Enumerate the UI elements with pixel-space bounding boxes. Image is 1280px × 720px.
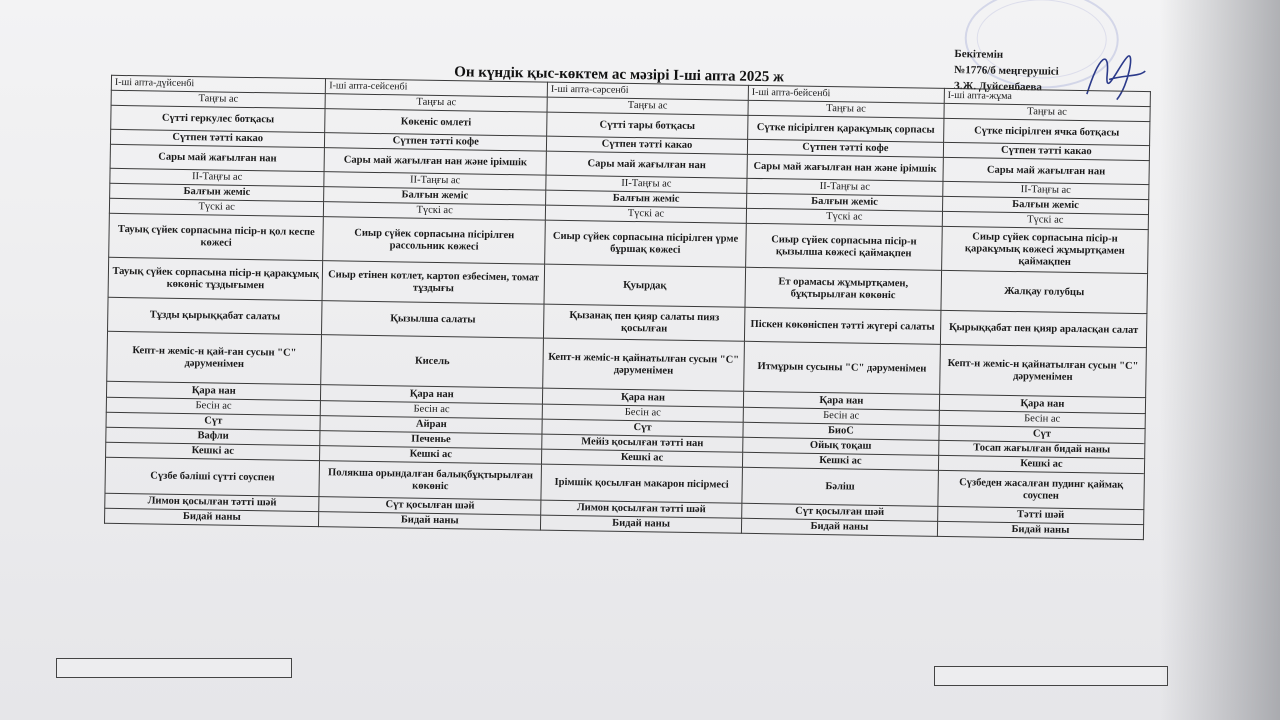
page-title: Он күндік қыс-көктем ас мәзірі I-ші апта 2025 ж (454, 64, 785, 86)
header-wednesday: I-ші апта-сәрсенбі (547, 82, 748, 100)
menu-cell: Бидай наны (105, 508, 320, 526)
photo-shadow (1160, 0, 1280, 720)
menu-cell: Сүт қосылған шәй (742, 503, 938, 521)
menu-cell: Сүт (542, 419, 743, 437)
menu-cell: Сиыр сүйек сорпасына пісірілген рассольник көжесі (323, 217, 545, 264)
menu-cell: Кешкі ас (938, 455, 1144, 473)
menu-cell: Сары май жағылған нан (110, 144, 325, 171)
header-monday: I-ші апта-дүйсенбі (111, 75, 326, 93)
menu-cell: Сүт (939, 425, 1145, 443)
menu-cell: Қырыққабат пен қияр араласқан салат (940, 310, 1147, 347)
menu-cell: Кешкі ас (742, 452, 938, 470)
menu-body (105, 90, 1151, 539)
menu-cell: Қуырдақ (544, 264, 746, 307)
menu-cell: Сүтке пісірілген қаракұмық сорпасы (748, 115, 944, 142)
menu-cell: Қызылша салаты (322, 301, 544, 338)
footer-box-left (56, 658, 292, 678)
menu-cell: Сүтке пісірілген ячка ботқасы (943, 118, 1150, 145)
menu-cell: Балғын жеміс (324, 187, 546, 205)
menu-cell: Сүтпен тәтті кофе (325, 133, 547, 151)
menu-cell: Сүт (106, 412, 321, 430)
menu-cell: Сары май жағылған нан (943, 157, 1150, 184)
menu-cell: Сиыр етінен котлет, картоп езбесімен, томат тұздығы (322, 261, 544, 304)
menu-cell: Түскі ас (746, 208, 942, 226)
menu-cell: Сүзбе бәліші сүтті соуспен (105, 457, 320, 496)
menu-cell: Кешкі ас (320, 446, 542, 464)
menu-cell: Сүтті тары ботқасы (547, 112, 748, 139)
menu-cell: Мейіз қосылған тәтті нан (542, 434, 743, 452)
menu-cell: Сүтпен тәтті кофе (747, 139, 943, 157)
menu-cell: Сиыр сүйек сорпасына пісірілген үрме бұршақ көжесі (545, 220, 747, 267)
menu-cell: Сүтті геркулес ботқасы (111, 105, 326, 132)
menu-cell: Тұзды қырыққабат салаты (108, 297, 323, 334)
menu-cell: Бидай наны (319, 512, 541, 530)
menu-cell: Айран (320, 416, 542, 434)
menu-cell: Таңғы ас (748, 100, 944, 118)
menu-cell: Сары май жағылған нан және ірімшік (324, 148, 546, 175)
menu-cell: Балғын жеміс (942, 196, 1148, 214)
menu-cell: Балғын жеміс (546, 190, 747, 208)
menu-cell: Таңғы ас (547, 97, 748, 115)
menu-cell: Тәтті шәй (937, 506, 1143, 524)
menu-cell: Бәліш (742, 467, 938, 506)
menu-cell: Таңғы ас (325, 94, 547, 112)
menu-cell: Итмұрын сусыны "С" дәруменімен (744, 341, 941, 394)
menu-cell: Бесін ас (939, 410, 1145, 428)
menu-cell: Түскі ас (324, 202, 546, 220)
menu-cell: Сиыр сүйек сорпасына пісір-н қаракұмық көжесі жұмыртқамен қаймақпен (941, 226, 1148, 273)
menu-cell: Түскі ас (942, 211, 1148, 229)
header-tuesday: I-ші апта-сейсенбі (326, 79, 548, 97)
menu-cell: Вафли (106, 427, 321, 445)
menu-cell: Қара нан (743, 391, 939, 410)
menu-cell: Бесін ас (542, 404, 743, 422)
menu-cell: II-Таңғы ас (747, 178, 943, 196)
menu-cell: Қызанақ пен қияр салаты пияз қосылған (543, 304, 744, 341)
menu-cell: Сиыр сүйек сорпасына пісір-н қызылша көжесі қаймақпен (746, 223, 942, 270)
menu-cell: Көкеніс омлеті (325, 109, 547, 136)
menu-cell: Қара нан (939, 394, 1145, 413)
menu-cell: Ойық тоқаш (743, 437, 939, 455)
menu-cell: Қара нан (542, 388, 743, 407)
menu-cell: Бидай наны (741, 518, 937, 536)
menu-cell: Кешкі ас (106, 442, 321, 460)
menu-cell: Ет орамасы жұмыртқамен, бұқтырылған көкөніс (745, 267, 941, 310)
menu-cell: Кепт-н жеміс-н қайнатылған сусын "С" дәруменімен (543, 338, 745, 391)
menu-cell: Түскі ас (109, 198, 324, 216)
menu-table (104, 75, 1151, 540)
menu-cell: Қара нан (106, 381, 321, 400)
menu-cell: Қара нан (321, 385, 543, 404)
menu-cell: Тауық сүйек сорпасына пісір-н қол кеспе көжесі (109, 213, 324, 260)
menu-cell: Полякша орындалған балықбұқтырылған көкөніс (319, 461, 541, 500)
menu-cell: Бесін ас (743, 407, 939, 425)
header-friday: I-ші апта-жұма (944, 88, 1150, 106)
menu-document (50, 14, 1160, 651)
menu-cell: Бидай наны (540, 515, 741, 533)
menu-cell: БиоС (743, 422, 939, 440)
menu-cell: Бесін ас (106, 397, 321, 415)
menu-cell: Жалқау голубцы (941, 270, 1148, 313)
menu-cell: Таңғы ас (111, 90, 326, 108)
menu-cell: Лимон қосылған тәтті шәй (541, 500, 742, 518)
menu-cell: Балғын жеміс (110, 183, 325, 201)
menu-cell: II-Таңғы ас (546, 175, 747, 193)
menu-cell: Бидай наны (937, 521, 1143, 539)
approval-line-3: З.Ж. Дуйсенбаева (953, 80, 1042, 94)
menu-cell: Сары май жағылған нан және ірімшік (747, 154, 943, 181)
footer-box-right (934, 666, 1168, 686)
menu-cell: Сары май жағылған нан (546, 151, 747, 178)
menu-cell: Таңғы ас (944, 103, 1150, 121)
menu-cell: Кешкі ас (541, 449, 742, 467)
menu-cell: Сүтпен тәтті какао (546, 136, 747, 154)
menu-cell: Балғын жеміс (747, 193, 943, 211)
menu-cell: Лимон қосылған тәтті шәй (105, 493, 320, 511)
menu-cell: Сүтпен тәтті какао (943, 142, 1149, 160)
menu-cell: Сүзбеден жасалған пудинг қаймақ соуспен (938, 470, 1145, 509)
menu-cell: Тосап жағылған бидай наны (938, 440, 1144, 458)
approval-line-2: №1776/б меңгерушісі (954, 64, 1059, 78)
menu-cell: Тауық сүйек сорпасына пісір-н қаракұмық көкөніс тұздығымен (108, 257, 323, 300)
header-thursday: I-ші апта-бейсенбі (748, 85, 944, 103)
menu-cell: Печенье (320, 431, 542, 449)
menu-cell: Кепт-н жеміс-н қайнатылған сусын "С" дәруменімен (939, 344, 1146, 397)
menu-cell: Бесін ас (321, 401, 543, 419)
menu-cell: Піскен көкөніспен тәтті жүгері салаты (744, 307, 940, 344)
menu-cell: Кепт-н жеміс-н қай-ған сусын "С" дәруменімен (107, 331, 322, 384)
menu-cell: Ірімшік қосылған макарон пісірмесі (541, 464, 743, 503)
menu-cell: Сүт қосылған шәй (319, 497, 541, 515)
approval-line-1: Бекітемін (954, 48, 1004, 61)
menu-cell: II-Таңғы ас (943, 181, 1149, 199)
menu-cell: Сүтпен тәтті какао (110, 129, 325, 147)
menu-cell: Кисель (321, 335, 543, 388)
menu-cell: II-Таңғы ас (324, 172, 546, 190)
menu-cell: II-Таңғы ас (110, 168, 325, 186)
menu-cell: Түскі ас (545, 205, 746, 223)
